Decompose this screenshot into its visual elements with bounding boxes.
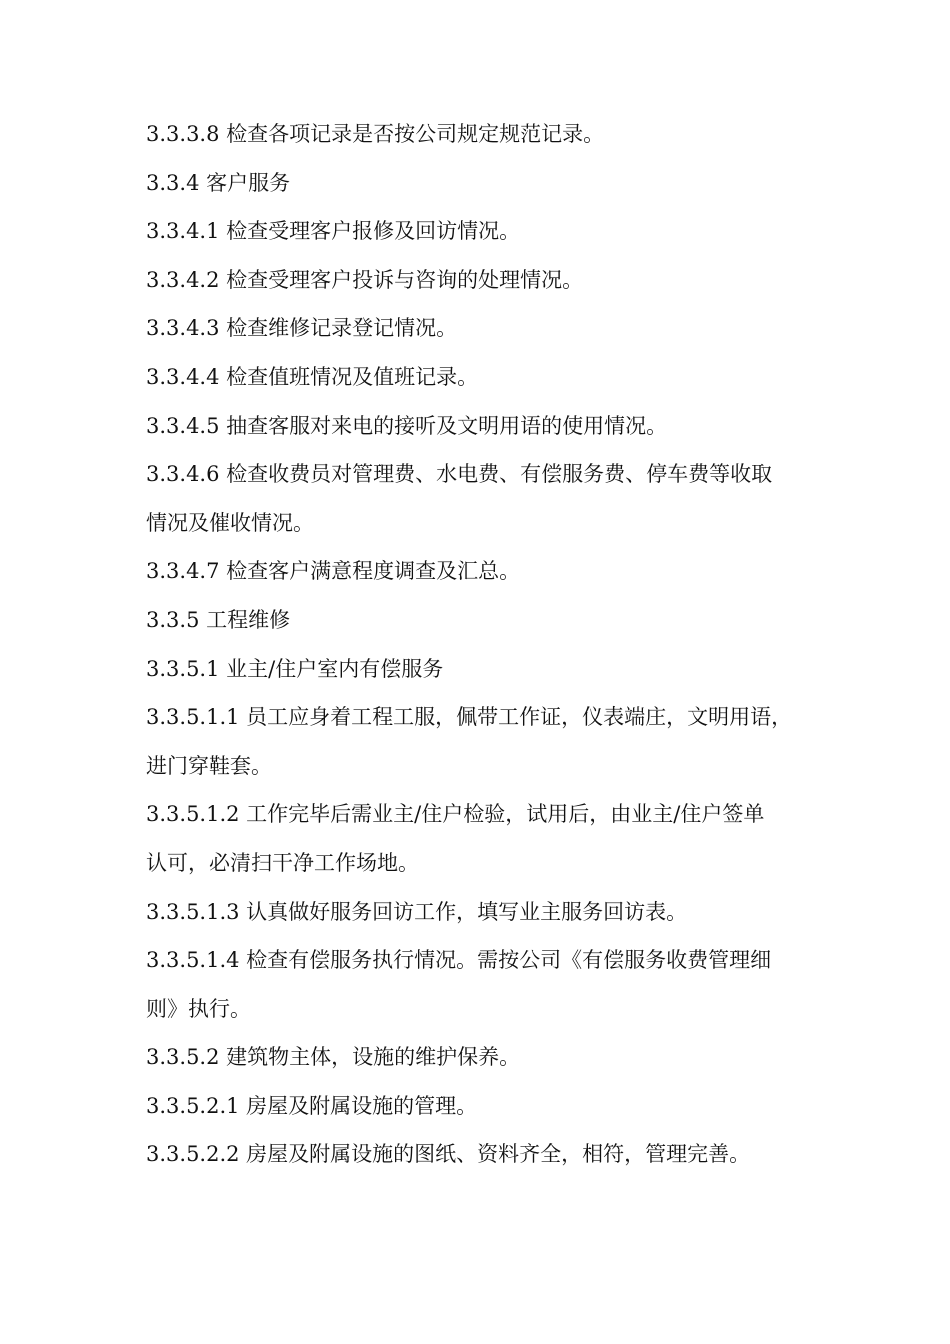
section-heading: 3.3.4 客户服务: [146, 170, 291, 195]
text-line: 3.3.4.3 检查维修记录登记情况。: [146, 316, 458, 341]
text-line: 进门穿鞋套。: [146, 753, 272, 778]
text-line: 3.3.5.1 业主/住户室内有偿服务: [146, 656, 444, 681]
text-line: 3.3.4.1 检查受理客户报修及回访情况。: [146, 219, 521, 244]
text-line: 3.3.5.2 建筑物主体，设施的维护保养。: [146, 1045, 521, 1070]
text-line: 3.3.5.1.4 检查有偿服务执行情况。需按公司《有偿服务收费管理细: [146, 948, 772, 973]
text-line: 3.3.3.8 检查各项记录是否按公司规定规范记录。: [146, 122, 605, 146]
text-line: 3.3.4.6 检查收费员对管理费、水电费、有偿服务费、停车费等收取: [146, 462, 773, 487]
text-line: 3.3.4.5 抽查客服对来电的接听及文明用语的使用情况。: [146, 413, 668, 438]
text-line: 3.3.5.2.1 房屋及附属设施的管理。: [146, 1093, 478, 1118]
document-body: [146, 110, 810, 1179]
text-line: 3.3.5.1.3 认真做好服务回访工作，填写业主服务回访表。: [146, 899, 688, 924]
text-line: 3.3.4.4 检查值班情况及值班记录。: [146, 364, 479, 389]
text-line: 3.3.4.2 检查受理客户投诉与咨询的处理情况。: [146, 267, 584, 292]
section-heading: 3.3.5 工程维修: [146, 607, 291, 632]
text-line: 3.3.5.1.1 员工应身着工程工服，佩带工作证，仪表端庄，文明用语，: [146, 705, 793, 730]
text-line: 3.3.5.1.2 工作完毕后需业主/住户检验，试用后，由业主/住户签单: [146, 802, 765, 827]
text-line: 情况及催收情况。: [146, 510, 314, 535]
text-line: 认可，必清扫干净工作场地。: [146, 850, 419, 875]
text-line: 3.3.4.7 检查客户满意程度调查及汇总。: [146, 559, 521, 584]
text-line: 则》执行。: [146, 996, 251, 1021]
text-line: 3.3.5.2.2 房屋及附属设施的图纸、资料齐全，相符，管理完善。: [146, 1142, 751, 1167]
